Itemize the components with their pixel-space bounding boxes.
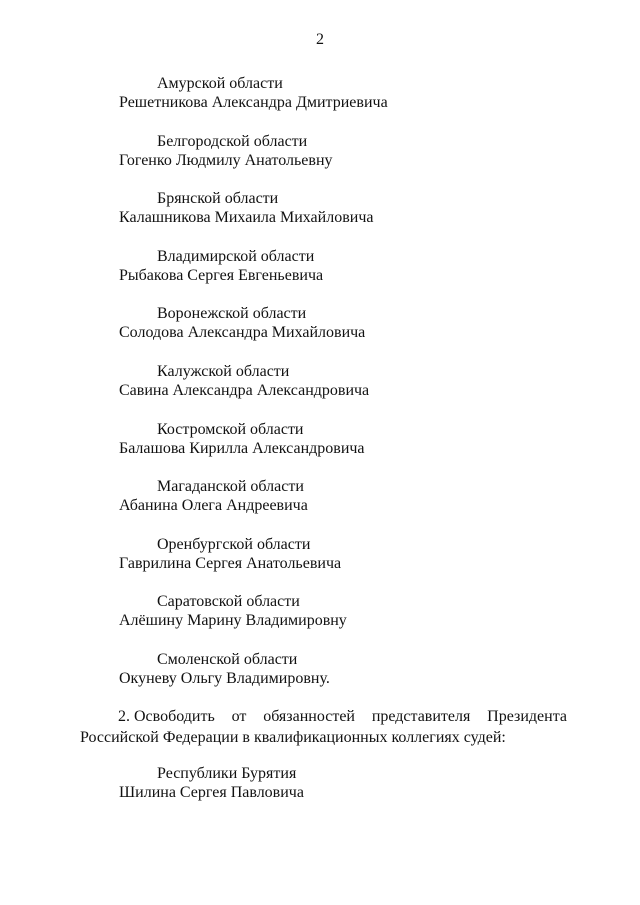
person-name: Решетникова Александра Дмитриевича: [119, 94, 388, 111]
appointment-list: [0, 74, 640, 708]
page-number: 2: [316, 31, 324, 48]
person-name: Савина Александра Александровича: [119, 381, 370, 399]
list-item: [0, 535, 640, 593]
list-item: [0, 650, 640, 708]
paragraph-word: представителя: [371, 708, 471, 725]
list-item: [0, 247, 640, 305]
person-name: Алёшину Марину Владимировну: [119, 612, 347, 630]
person-name: Рыбакова Сергея Евгеньевича: [119, 266, 324, 284]
region-name: Смоленской области: [157, 650, 298, 668]
region-name: Воронежской области: [157, 305, 307, 323]
region-name: Оренбургской области: [157, 535, 311, 553]
region-name: Брянской области: [157, 190, 279, 208]
list-item: [0, 764, 640, 822]
list-item: [0, 189, 640, 247]
person-name: Гаврилина Сергея Анатольевича: [119, 554, 342, 572]
person-name: Солодова Александра Михайловича: [119, 324, 366, 342]
region-name: Калужской области: [157, 362, 290, 380]
list-item: [0, 477, 640, 535]
list-item: [0, 304, 640, 362]
person-name: Окуневу Ольгу Владимировну.: [119, 669, 330, 687]
region-name: Амурской области: [157, 75, 283, 92]
paragraph-word: 2. Освободить: [118, 708, 215, 725]
paragraph-2: [80, 706, 567, 748]
region-name: Республики Бурятия: [157, 765, 297, 782]
region-name: Саратовской области: [157, 593, 300, 611]
list-item: [0, 362, 640, 420]
paragraph-word: Президента: [487, 708, 567, 725]
person-name: Калашникова Михаила Михайловича: [119, 209, 374, 227]
region-name: Костромской области: [157, 420, 304, 438]
release-list: [0, 764, 640, 822]
region-name: Магаданской области: [157, 478, 304, 496]
region-name: Белгородской области: [157, 132, 308, 150]
paragraph-line-2: Российской Федерации в квалификационных коллегиях судей:: [80, 729, 506, 746]
person-name: Шилина Сергея Павловича: [119, 784, 304, 801]
paragraph-word: обязанностей: [263, 708, 355, 725]
region-name: Владимирской области: [157, 247, 315, 265]
person-name: Гогенко Людмилу Анатольевну: [119, 151, 333, 169]
list-item: [0, 74, 640, 132]
paragraph-word: от: [231, 708, 247, 725]
person-name: Абанина Олега Андреевича: [119, 497, 308, 515]
list-item: [0, 132, 640, 190]
list-item: [0, 420, 640, 478]
paragraph-line-1: [80, 706, 567, 727]
list-item: [0, 592, 640, 650]
person-name: Балашова Кирилла Александровича: [119, 439, 365, 457]
